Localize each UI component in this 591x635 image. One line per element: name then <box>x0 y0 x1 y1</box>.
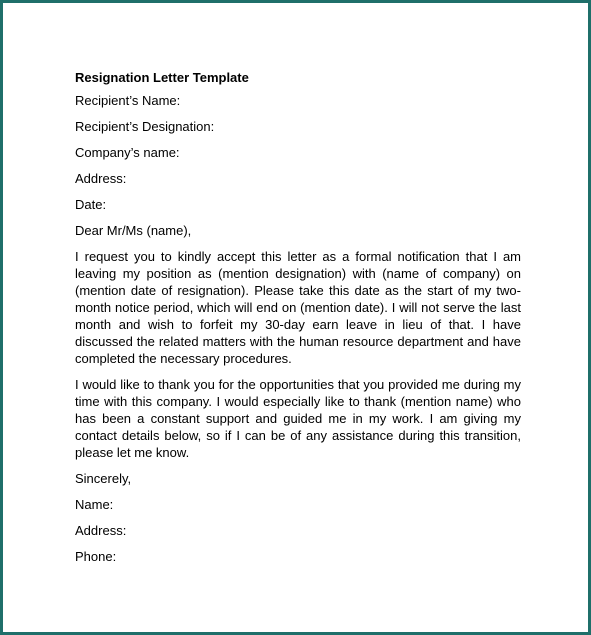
signature-name-field: Name: <box>75 497 114 512</box>
salutation: Dear Mr/Ms (name), <box>75 223 192 238</box>
company-name-field: Company’s name: <box>75 145 180 160</box>
signature-address-field: Address: <box>75 523 127 538</box>
letter-page <box>75 69 521 574</box>
body-paragraph-1: I request you to kindly accept this letter as a formal notification that I am leaving my position as (mention designation) with (name of company) on (mention date of resignation). Please take this date as the start of my two-month notice period, which will end on (mention date). I will not serve the last month and wish to forfeit my 30-day earn leave in lieu of that. I have discussed the related matters with the human resource department and have completed the necessary procedures. <box>75 249 521 366</box>
closing: Sincerely, <box>75 471 132 486</box>
date-field: Date: <box>75 197 107 212</box>
address-field: Address: <box>75 171 127 186</box>
recipient-designation-field: Recipient’s Designation: <box>75 119 215 134</box>
signature-phone-field: Phone: <box>75 549 117 564</box>
document-title: Resignation Letter Template <box>75 70 249 85</box>
recipient-name-field: Recipient’s Name: <box>75 93 181 108</box>
body-paragraph-2: I would like to thank you for the opportunities that you provided me during my time with this company. I would especially like to thank (mention name) who has been a constant support and guided me in my work. I am giving my contact details below, so if I can be of any assistance during this transition, please let me know. <box>75 377 521 460</box>
